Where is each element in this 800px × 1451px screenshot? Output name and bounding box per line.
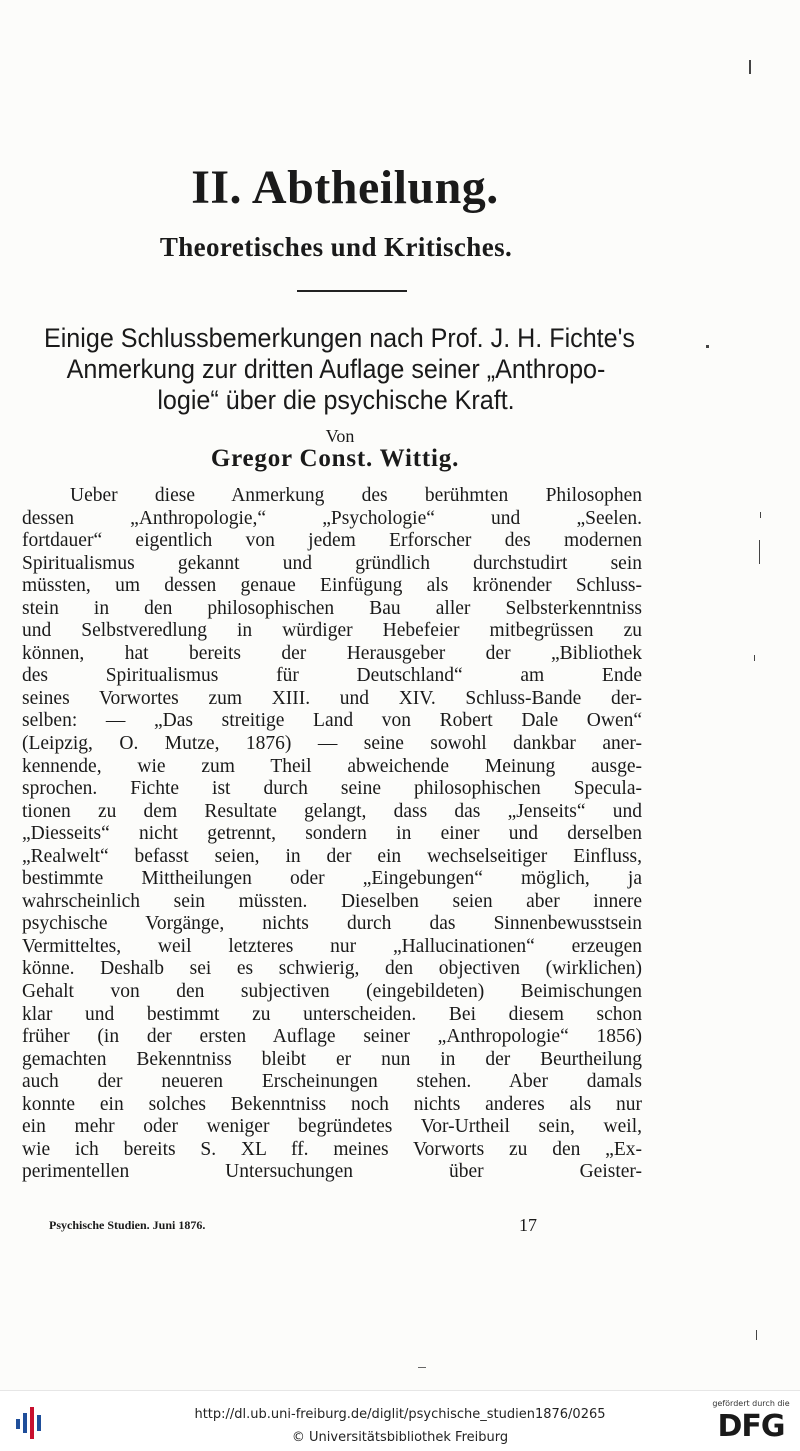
body-line: Ueber diese Anmerkung des berühmten Philosophen [70,485,642,506]
article-title-line: logie“ über die psychische Kraft. [157,385,515,415]
article-title-line: Anmerkung zur dritten Auflage seiner „Anthropo- [66,354,606,384]
body-line: und Selbstveredlung in würdiger Hebefeier mitbegrüssen zu [22,620,642,642]
body-line: bestimmte Mittheilungen oder „Eingebungen“ möglich, ja [22,868,642,890]
body-line: stein in den philosophischen Bau aller Selbsterkenntniss [22,597,642,619]
running-footer: Psychische Studien. Juni 1876. [49,1218,206,1232]
margin-mark [749,60,751,74]
page-speck [418,1367,426,1368]
section-subheading: Theoretisches und Kritisches. [159,232,513,262]
body-line: „Realwelt“ befasst seien, in der ein wechselseitiger Einfluss, [22,845,642,867]
body-line: „Diesseits“ nicht getrennt, sondern in einer und derselben [22,823,642,845]
body-line: wie ich bereits S. XL ff. meines Vorworts zu den „Ex- [22,1138,642,1160]
body-line: konnte ein solches Bekenntniss noch nichts anderes als nur [22,1093,642,1115]
body-line: psychische Vorgänge, nichts durch das Sinnenbewusstsein [22,913,642,935]
body-line: selben: — „Das streitige Land von Robert Dale Owen“ [22,710,642,732]
body-line: kennende, wie zum Theil abweichende Meinung ausge- [22,755,642,777]
body-line: perimentellen Untersuchungen über Geister- [22,1161,642,1183]
signature-mark: 17 [519,1215,537,1235]
sponsor-caption: gefördert durch die [712,1399,790,1408]
body-line: wahrscheinlich sein müssten. Dieselben seien aber innere [22,890,642,912]
body-line: auch der neueren Erscheinungen stehen. Aber damals [22,1071,642,1093]
margin-mark [754,655,755,661]
margin-mark [706,345,709,348]
body-line: klar und bestimmt zu unterscheiden. Bei diesem schon [22,1003,642,1025]
body-line: könne. Deshalb sei es schwierig, den objectiven (wirklichen) [22,958,642,980]
author-name: Gregor Const. Wittig. [210,445,460,472]
permalink-url[interactable]: http://dl.ub.uni-freiburg.de/diglit/psychische_studien1876/0265 [194,1407,606,1422]
body-line: Spiritualismus gekannt und gründlich durchstudirt sein [22,552,642,574]
body-line: sprochen. Fichte ist durch seine philosophischen Specula- [22,778,642,800]
body-line: früher (in der ersten Auflage seiner „Anthropologie“ 1856) [22,1026,642,1048]
viewer-footer-bar [0,1390,800,1451]
article-title-line: Einige Schlussbemerkungen nach Prof. J. H. Fichte's [43,323,635,353]
body-line: Gehalt von den subjectiven (eingebildeten) Beimischungen [22,981,642,1003]
article-title [43,323,635,416]
section-heading: II. Abtheilung. [191,161,499,214]
body-line: Vermitteltes, weil letzteres nur „Hallucinationen“ erzeugen [22,935,642,957]
article-body [22,485,642,1184]
dfg-logo [706,1399,796,1445]
body-line: fortdauer“ eigentlich von jedem Erforscher des modernen [22,530,642,552]
dfg-wordmark: DFG [717,1409,785,1444]
body-line: (Leipzig, O. Mutze, 1876) — seine sowohl dankbar aner- [22,733,642,755]
margin-mark [759,540,760,564]
body-line: seines Vorwortes zum XIII. und XIV. Schluss-Bande der- [22,687,642,709]
body-line: müssten, um dessen genaue Einfügung als krönender Schluss- [22,575,642,597]
body-line: des Spiritualismus für Deutschland“ am Ende [22,665,642,687]
body-line: dessen „Anthropologie,“ „Psychologie“ und „Seelen. [22,507,642,529]
margin-mark [760,512,761,518]
copyright-notice: © Universitätsbibliothek Freiburg [291,1430,509,1445]
body-line: können, hat bereits der Herausgeber der „Bibliothek [22,642,642,664]
byline-prefix: Von [325,426,355,446]
body-line: gemachten Bekenntniss bleibt er nun in der Beurtheilung [22,1048,642,1070]
title-divider [297,290,407,292]
body-line: ein mehr oder weniger begründetes Vor-Urtheil sein, weil, [22,1116,642,1138]
body-line: tionen zu dem Resultate gelangt, dass das „Jenseits“ und [22,800,642,822]
margin-mark [756,1330,757,1340]
